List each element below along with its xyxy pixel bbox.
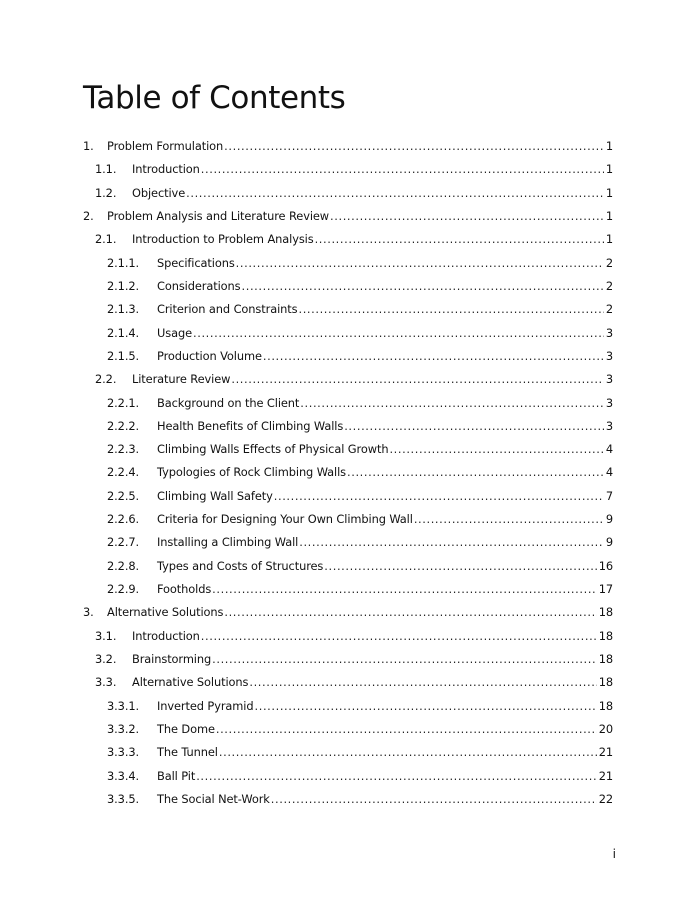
toc-entry[interactable] bbox=[107, 509, 613, 529]
toc-dot-leader bbox=[389, 439, 603, 459]
toc-entry-page: 18 bbox=[598, 628, 613, 643]
toc-entry[interactable] bbox=[107, 486, 613, 506]
toc-dot-leader bbox=[299, 532, 604, 552]
toc-entry-page: 3 bbox=[605, 395, 613, 410]
toc-dot-leader bbox=[271, 789, 597, 809]
toc-entry-number: 2.1.2. bbox=[107, 278, 140, 293]
toc-entry[interactable] bbox=[95, 626, 613, 646]
toc-entry-label[interactable]: Considerations bbox=[157, 278, 241, 293]
toc-entry[interactable] bbox=[107, 789, 613, 809]
toc-entry-label[interactable]: Ball Pit bbox=[157, 768, 196, 783]
toc-entry-page: 20 bbox=[598, 722, 613, 736]
toc-entry-page: 9 bbox=[605, 535, 613, 550]
toc-entry[interactable] bbox=[95, 369, 613, 389]
toc-entry-page: 3 bbox=[605, 348, 613, 363]
toc-entry[interactable] bbox=[107, 742, 613, 762]
toc-entry-number: 2.1.3. bbox=[107, 302, 140, 317]
toc-entry-label[interactable]: Literature Review bbox=[132, 372, 231, 387]
toc-dot-leader bbox=[347, 462, 604, 482]
toc-entry-number: 3.3.2. bbox=[107, 722, 140, 736]
toc-entry-number: 3.3.3. bbox=[107, 745, 140, 760]
toc-entry-number: 3. bbox=[83, 605, 94, 620]
toc-entry-label[interactable]: Installing a Climbing Wall bbox=[157, 535, 299, 550]
toc-entry-label[interactable]: Introduction bbox=[132, 628, 200, 643]
toc-entry-number: 1.2. bbox=[95, 185, 117, 200]
toc-entry-page: 17 bbox=[598, 582, 613, 597]
toc-entry-page: 1 bbox=[605, 232, 613, 247]
toc-dot-leader bbox=[324, 556, 596, 576]
toc-entry-label[interactable]: Criterion and Constraints bbox=[157, 302, 298, 317]
toc-entry-number: 2.1. bbox=[95, 232, 117, 247]
toc-entry-number: 2.2. bbox=[95, 372, 117, 387]
toc-entry-page: 18 bbox=[598, 698, 613, 713]
toc-entry[interactable] bbox=[107, 579, 613, 599]
toc-entry[interactable] bbox=[107, 462, 613, 482]
toc-entry-page: 3 bbox=[605, 372, 613, 387]
toc-entry-number: 2.2.2. bbox=[107, 418, 140, 433]
toc-entry-number: 2.2.7. bbox=[107, 535, 140, 550]
toc-entry-page: 1 bbox=[605, 185, 613, 200]
toc-dot-leader bbox=[300, 393, 604, 413]
page-title: Table of Contents bbox=[83, 80, 346, 116]
toc-dot-leader bbox=[193, 323, 604, 343]
toc-entry-page: 4 bbox=[605, 442, 613, 457]
toc-entry-label[interactable]: Criteria for Designing Your Own Climbing Wall bbox=[157, 512, 413, 527]
toc-entry[interactable] bbox=[107, 416, 613, 436]
toc-entry-number: 2.2.8. bbox=[107, 558, 140, 573]
toc-entry[interactable] bbox=[107, 719, 613, 739]
toc-entry-page: 1 bbox=[605, 139, 613, 153]
toc-entry[interactable] bbox=[83, 206, 613, 226]
toc-entry-page: 18 bbox=[598, 675, 613, 690]
toc-entry-label[interactable]: Alternative Solutions bbox=[107, 605, 224, 620]
toc-entry[interactable] bbox=[83, 136, 613, 156]
toc-entry[interactable] bbox=[107, 766, 613, 786]
toc-entry-label[interactable]: Brainstorming bbox=[132, 652, 212, 667]
toc-entry-label[interactable]: Types and Costs of Structures bbox=[157, 558, 324, 573]
toc-dot-leader bbox=[236, 253, 604, 273]
toc-entry-number: 2.1.1. bbox=[107, 255, 140, 270]
toc-entry-number: 3.3. bbox=[95, 675, 117, 690]
toc-entry-number: 2.2.3. bbox=[107, 442, 140, 457]
toc-entry-label[interactable]: Introduction to Problem Analysis bbox=[132, 232, 314, 247]
toc-dot-leader bbox=[298, 299, 603, 319]
toc-dot-leader bbox=[315, 229, 604, 249]
toc-entry-number: 2.2.5. bbox=[107, 488, 140, 503]
toc-entry-page: 18 bbox=[598, 605, 613, 620]
toc-entry-label[interactable]: Alternative Solutions bbox=[132, 675, 249, 690]
toc-entry[interactable] bbox=[107, 439, 613, 459]
toc-entry-label[interactable]: Typologies of Rock Climbing Walls bbox=[157, 465, 346, 480]
toc-entry-label[interactable]: Problem Analysis and Literature Review bbox=[107, 208, 330, 223]
toc-dot-leader bbox=[219, 742, 597, 762]
toc-entry-page: 18 bbox=[598, 652, 613, 667]
toc-entry-number: 2.2.6. bbox=[107, 512, 140, 527]
toc-dot-leader bbox=[414, 509, 604, 529]
toc-entry[interactable] bbox=[107, 299, 613, 319]
page-number: i bbox=[612, 847, 616, 861]
toc-entry-page: 21 bbox=[598, 745, 613, 760]
toc-dot-leader bbox=[201, 626, 597, 646]
toc-entry-page: 2 bbox=[605, 302, 613, 317]
toc-entry-label[interactable]: The Dome bbox=[157, 722, 215, 736]
toc-entry-number: 1. bbox=[83, 139, 94, 153]
toc-entry-number: 3.3.4. bbox=[107, 768, 140, 783]
toc-entry-page: 3 bbox=[605, 418, 613, 433]
toc-entry-number: 2.2.9. bbox=[107, 582, 140, 597]
toc-dot-leader bbox=[242, 276, 604, 296]
toc-dot-leader bbox=[263, 346, 604, 366]
toc-dot-leader bbox=[212, 579, 597, 599]
toc-dot-leader bbox=[330, 206, 604, 226]
toc-entry[interactable] bbox=[83, 602, 613, 622]
toc-entry[interactable] bbox=[95, 229, 613, 249]
toc-entry-number: 3.2. bbox=[95, 652, 117, 667]
toc-entry-page: 1 bbox=[605, 208, 613, 223]
toc-entry-number: 2.2.1. bbox=[107, 395, 140, 410]
toc-dot-leader bbox=[344, 416, 604, 436]
toc-entry-page: 22 bbox=[598, 791, 613, 806]
toc-entry-number: 2.2.4. bbox=[107, 465, 140, 480]
toc-entry-page: 2 bbox=[605, 255, 613, 270]
toc-entry-label[interactable]: The Tunnel bbox=[157, 745, 218, 760]
toc-dot-leader bbox=[186, 183, 604, 203]
toc-entry[interactable] bbox=[95, 183, 613, 203]
toc-entry-page: 1 bbox=[605, 162, 613, 177]
toc-entry[interactable] bbox=[107, 556, 613, 576]
toc-entry-label[interactable]: The Social Net-Work bbox=[157, 791, 270, 806]
toc-entry[interactable] bbox=[107, 532, 613, 552]
toc-entry-number: 3.3.1. bbox=[107, 698, 140, 713]
toc-dot-leader bbox=[231, 369, 604, 389]
toc-entry-label[interactable]: Problem Formulation bbox=[107, 139, 224, 153]
toc-entry-label[interactable]: Health Benefits of Climbing Walls bbox=[157, 418, 344, 433]
toc-entry-label[interactable]: Background on the Client bbox=[157, 395, 300, 410]
toc-entry-label[interactable]: Objective bbox=[132, 185, 186, 200]
toc-entry-page: 21 bbox=[598, 768, 613, 783]
toc-entry-number: 3.1. bbox=[95, 628, 117, 643]
toc-dot-leader bbox=[255, 696, 597, 716]
toc-entry-page: 2 bbox=[605, 278, 613, 293]
toc-entry-label[interactable]: Usage bbox=[157, 325, 192, 340]
toc-dot-leader bbox=[216, 719, 597, 739]
toc-dot-leader bbox=[274, 486, 604, 506]
toc-entry-label[interactable]: Inverted Pyramid bbox=[157, 698, 254, 713]
toc-entry-label[interactable]: Production Volume bbox=[157, 348, 262, 363]
toc-entry[interactable] bbox=[107, 393, 613, 413]
toc-entry[interactable] bbox=[95, 159, 613, 179]
toc-dot-leader bbox=[196, 766, 597, 786]
toc-entry[interactable] bbox=[107, 323, 613, 343]
toc-dot-leader bbox=[201, 159, 604, 179]
toc-dot-leader bbox=[249, 672, 596, 692]
toc-entry-label[interactable]: Footholds bbox=[157, 582, 212, 597]
toc-dot-leader bbox=[224, 602, 596, 622]
toc-entry-number: 2. bbox=[83, 208, 94, 223]
toc-entry-number: 2.1.4. bbox=[107, 325, 140, 340]
toc-dot-leader bbox=[212, 649, 597, 669]
toc-dot-leader bbox=[224, 136, 604, 156]
toc-entry-label[interactable]: Climbing Walls Effects of Physical Growth bbox=[157, 442, 389, 457]
toc-entry[interactable] bbox=[95, 649, 613, 669]
toc-entry-page: 3 bbox=[605, 325, 613, 340]
toc-entry-number: 3.3.5. bbox=[107, 791, 140, 806]
toc-entry-number: 2.1.5. bbox=[107, 348, 140, 363]
toc-entry-page: 4 bbox=[605, 465, 613, 480]
toc-entry-page: 7 bbox=[605, 488, 613, 503]
toc-entry-label[interactable]: Climbing Wall Safety bbox=[157, 488, 273, 503]
toc-entry[interactable] bbox=[107, 346, 613, 366]
toc-entry-page: 16 bbox=[598, 558, 613, 573]
toc-entry[interactable] bbox=[107, 253, 613, 273]
toc-entry[interactable] bbox=[107, 276, 613, 296]
toc-entry-page: 9 bbox=[605, 512, 613, 527]
toc-entry-label[interactable]: Introduction bbox=[132, 162, 200, 177]
toc-entry[interactable] bbox=[95, 672, 613, 692]
toc-entry[interactable] bbox=[107, 696, 613, 716]
toc-entry-label[interactable]: Specifications bbox=[157, 255, 235, 270]
toc-entry-number: 1.1. bbox=[95, 162, 117, 177]
